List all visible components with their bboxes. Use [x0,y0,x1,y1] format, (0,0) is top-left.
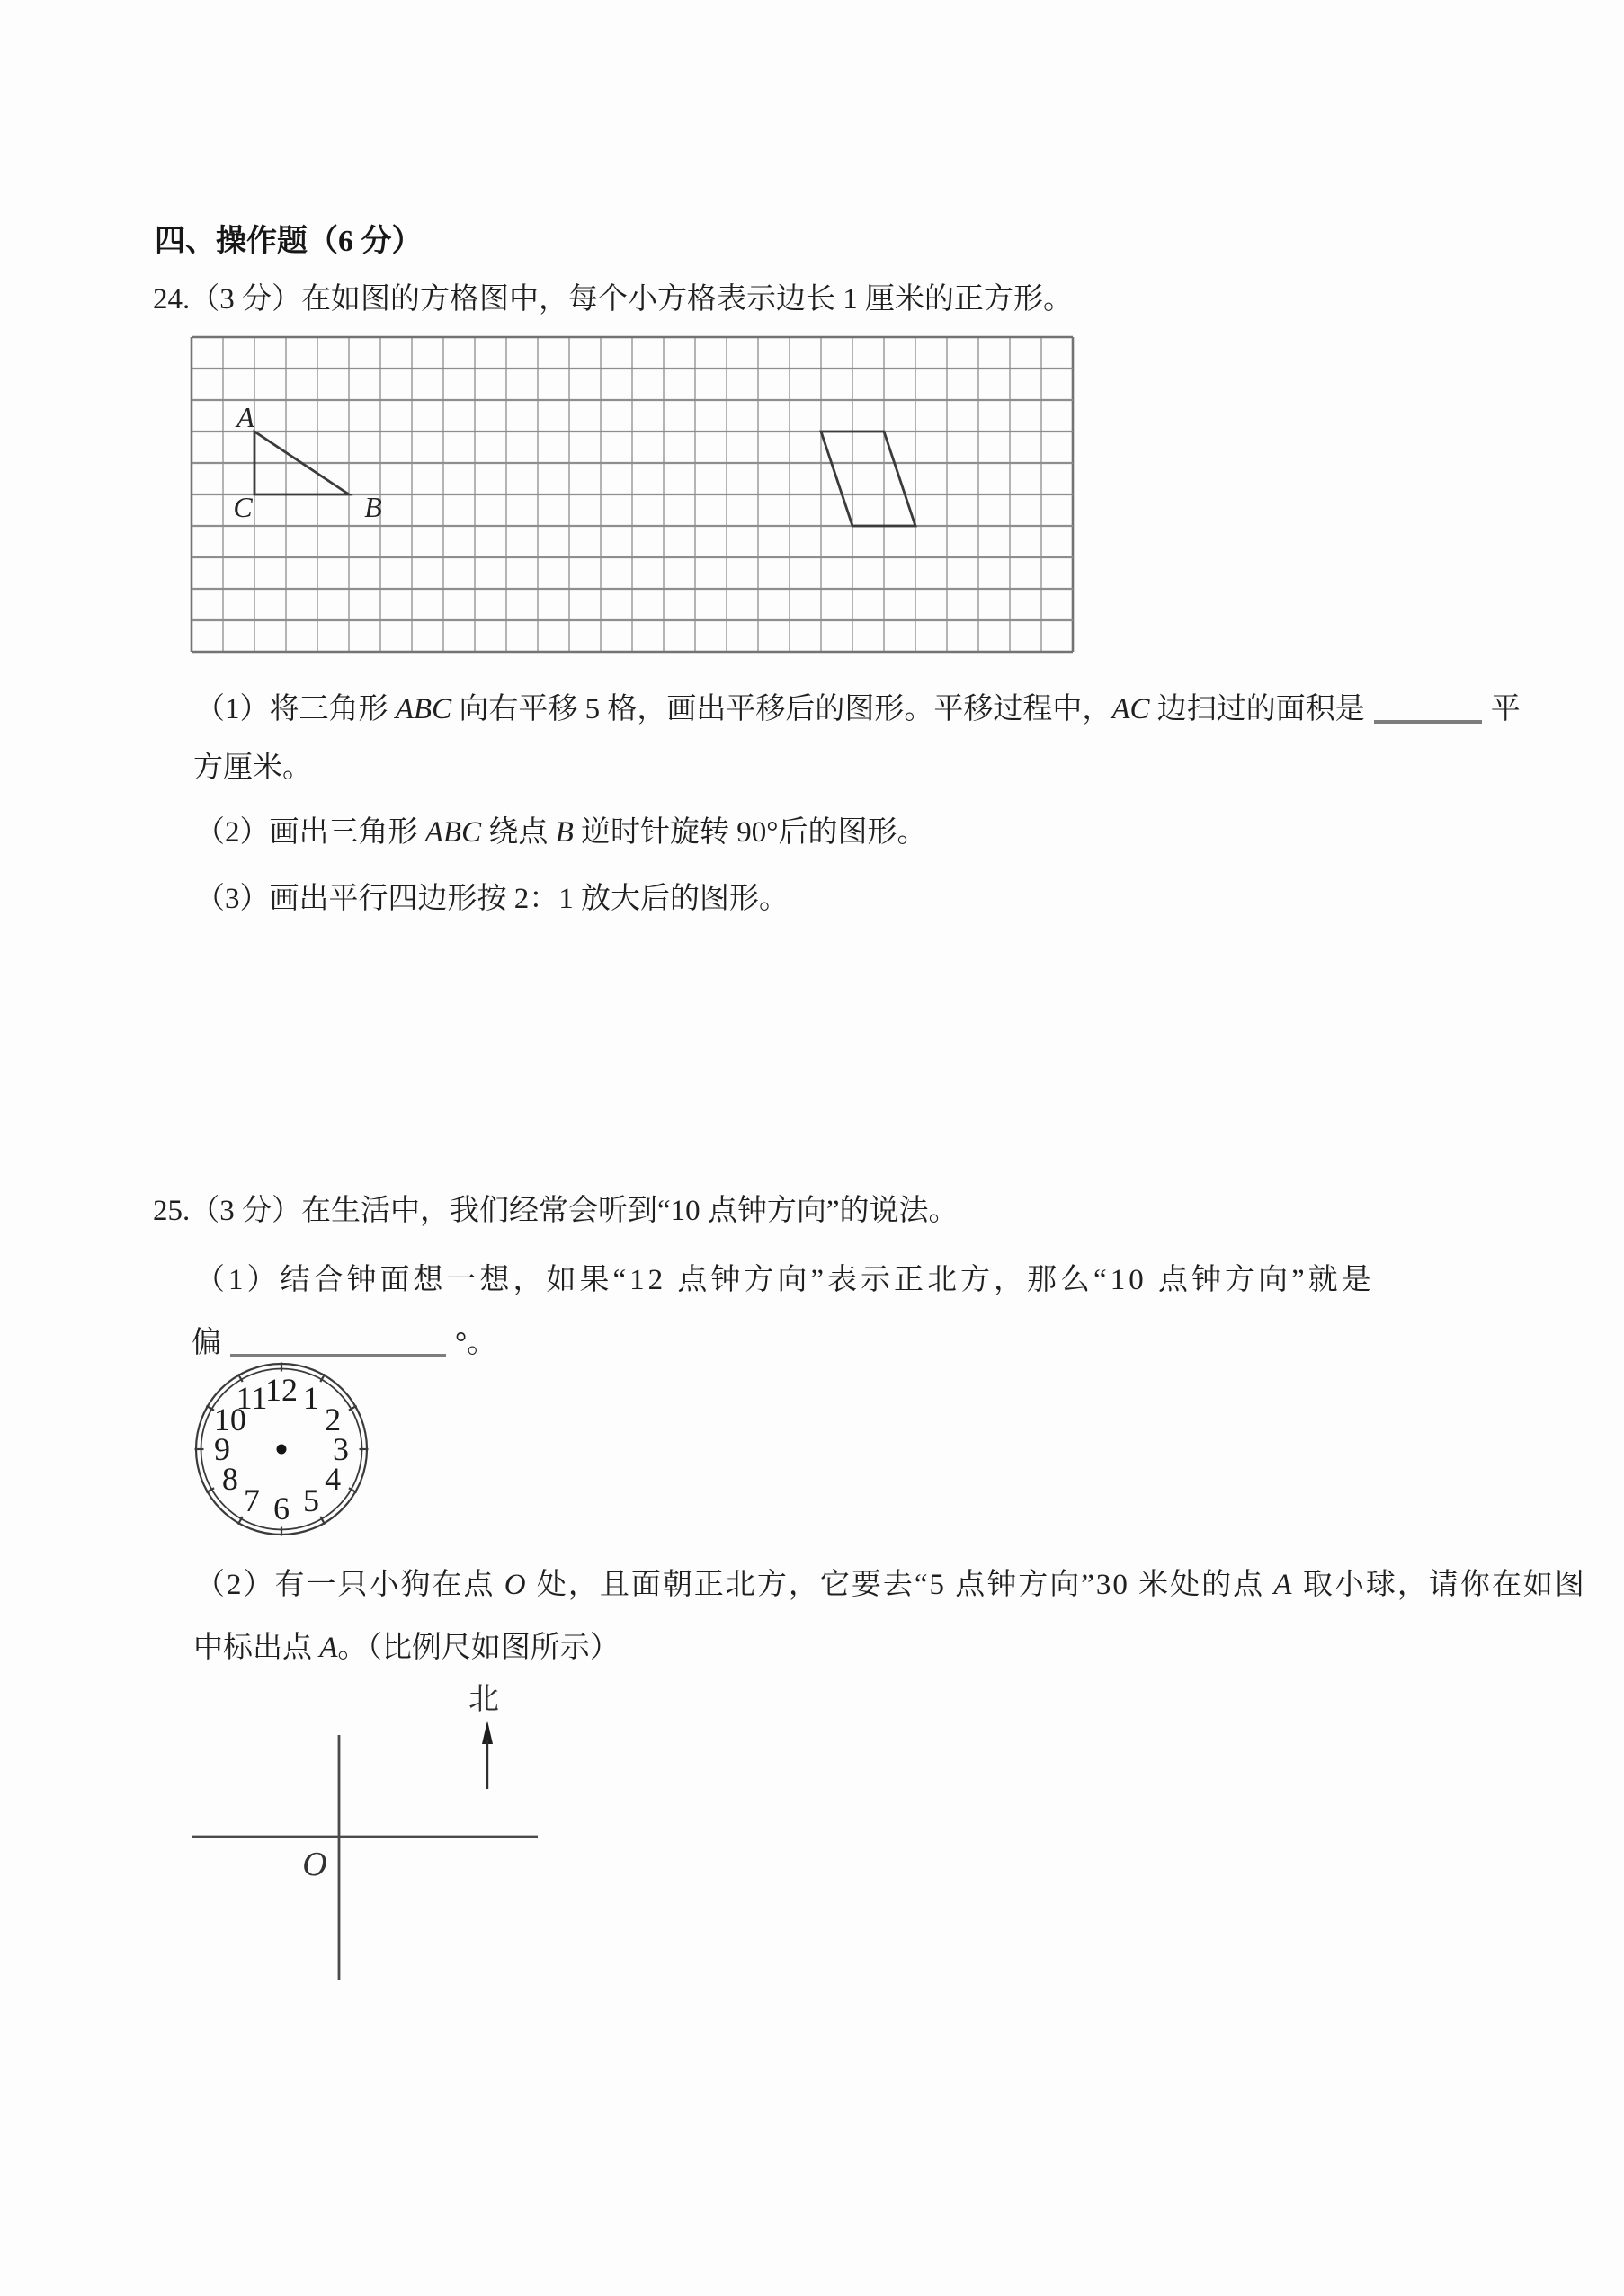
text-segment: 逆时针旋转 90°后的图形。 [573,816,927,849]
text-segment: AC [1111,693,1150,725]
clock-numeral-11: 11 [236,1379,268,1416]
q24-part3 [195,875,789,917]
clock-numeral-8: 8 [221,1461,238,1497]
vertex-label-A: A [236,401,254,433]
q25-stem: 25.（3 分）在生活中，我们经常会听到“10 点钟方向”的说法。 [153,1195,959,1227]
text-segment: 向右平移 5 格，画出平移后的图形。平移过程中， [451,693,1112,725]
text-segment: （1）结合钟面想一想，如果“12 点钟方向”表示正北方，那么“10 点钟方向”就是 [195,1264,1375,1296]
text-segment: （2）有一只小狗在点 [195,1569,504,1601]
q25-part2-line1 [195,1561,1586,1603]
q24-grid-figure [190,335,1075,654]
text-segment: °。 [455,1327,497,1359]
text-segment: （2）画出三角形 [195,816,425,849]
text-segment: 。（比例尺如图所示） [337,1632,620,1664]
clock-numeral-10: 10 [213,1402,246,1437]
q24-part2 [195,808,926,850]
q24-stem: 24.（3 分）在如图的方格图中，每个小方格表示边长 1 厘米的正方形。 [153,283,1073,316]
text-segment: B [555,816,574,849]
clock-center-dot [277,1445,287,1455]
clock-face-figure [190,1357,373,1541]
q25-part1 [195,1256,1375,1298]
q25-part2-line2 [193,1624,620,1666]
direction-figure [135,1672,584,1996]
text-segment: A [319,1632,338,1664]
north-label: 北 [468,1683,499,1716]
answer-blank [1374,720,1482,724]
clock-numeral-7: 7 [244,1482,260,1519]
text-segment: （3）画出平行四边形按 2：1 放大后的图形。 [195,883,789,915]
parallelogram [821,432,915,526]
origin-label: O [302,1846,327,1883]
text-segment: 绕点 [481,816,556,849]
q24-part1-line2 [193,743,312,786]
clock-numeral-9: 9 [214,1431,230,1467]
text-segment: 方厘米。 [193,752,312,784]
clock-numeral-6: 6 [273,1491,290,1526]
clock-numeral-4: 4 [325,1461,342,1497]
clock-numeral-5: 5 [303,1482,319,1519]
text-segment: 边扫过的面积是 [1149,693,1365,725]
text-segment: ABC [395,693,452,725]
text-segment: 偏 [192,1327,221,1359]
text-segment: 取小球，请你在如图 [1293,1569,1586,1601]
section-title: 四、操作题（6 分） [155,225,423,258]
text-segment: 中标出点 [193,1632,320,1664]
text-segment: ABC [424,816,482,849]
q24-part1-line1 [195,685,1521,727]
vertex-label-B: B [364,491,382,523]
q25-answer-blank-line [192,1319,496,1361]
text-segment: O [504,1569,528,1601]
text-segment: 处，且面朝正北方，它要去“5 点钟方向”30 米处的点 [527,1569,1274,1601]
clock-numeral-3: 3 [333,1431,349,1467]
text-segment: （1）将三角形 [195,693,396,725]
clock-numeral-2: 2 [325,1402,342,1437]
vertex-label-C: C [233,491,253,523]
text-segment: 平 [1490,693,1521,725]
text-segment: A [1273,1569,1294,1601]
clock-numeral-1: 1 [303,1379,319,1416]
clock-numeral-12: 12 [265,1372,298,1408]
